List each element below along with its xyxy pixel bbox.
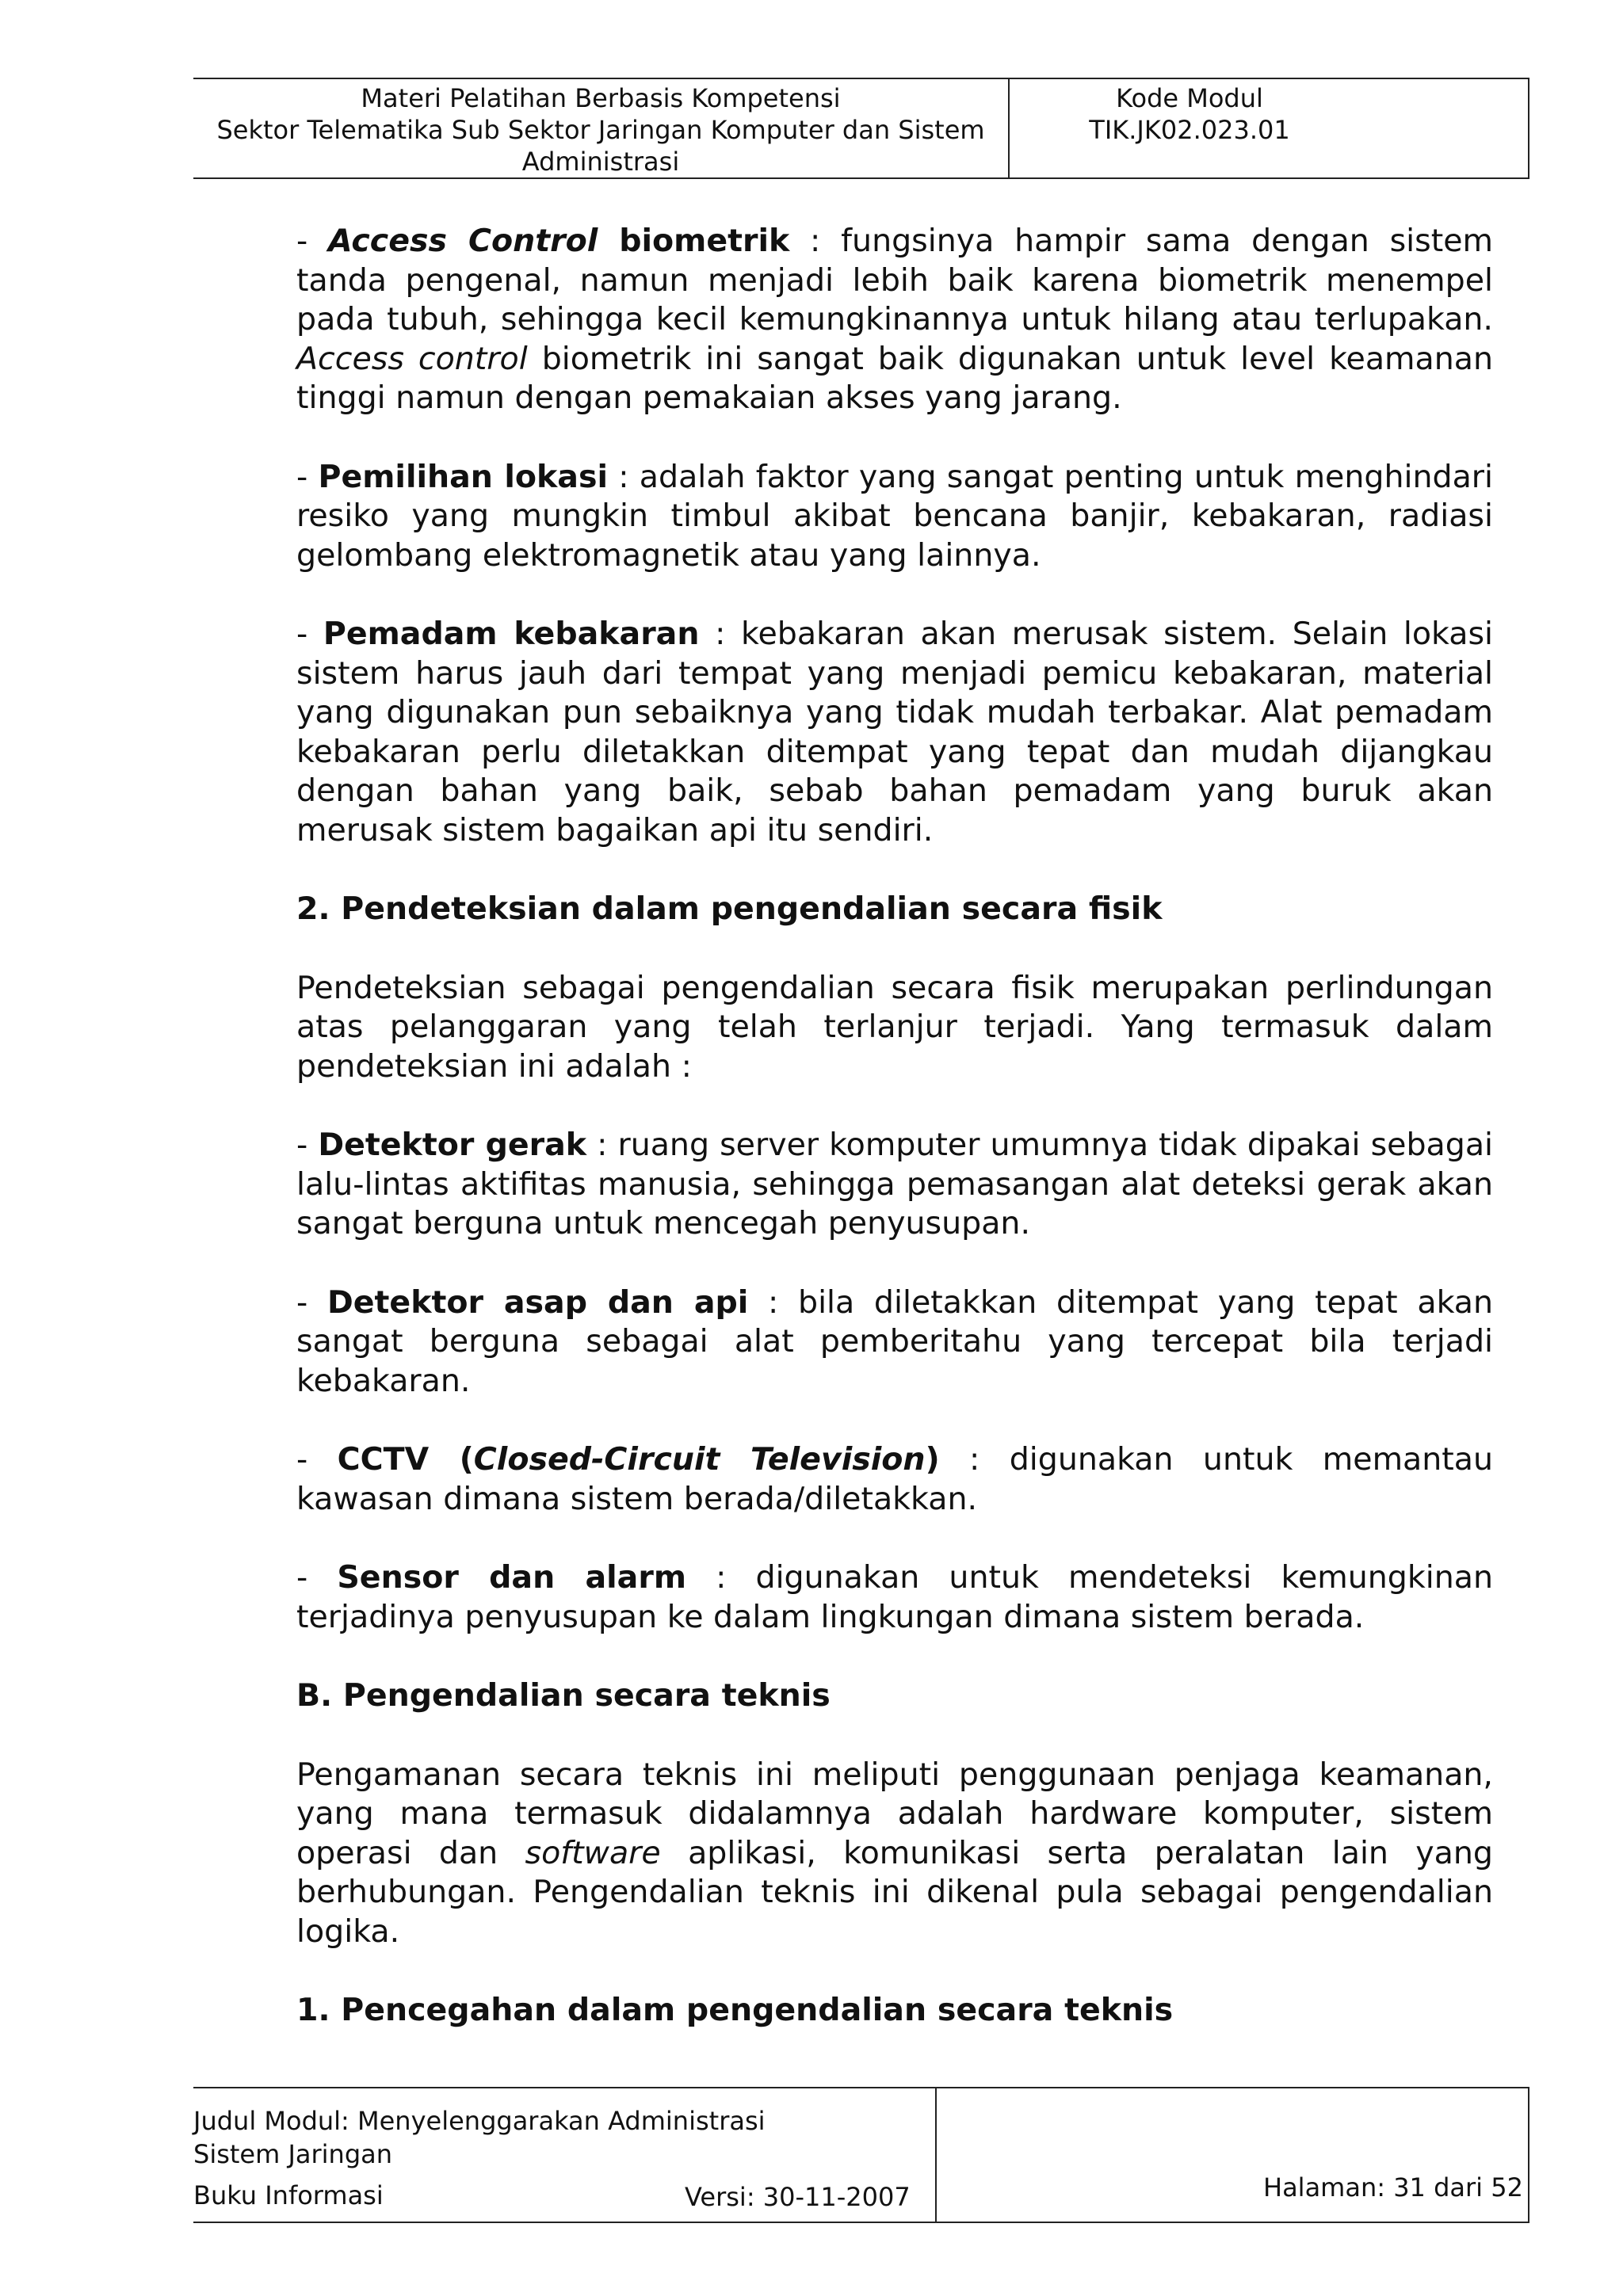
paragraph-pemadam-kebakaran: [296, 615, 1493, 850]
paragraph-detektor-gerak: [296, 1126, 1493, 1244]
footer-left-cell: [193, 2088, 937, 2222]
header-left-line3: Administrasi: [521, 147, 680, 177]
paragraph-text: : fungsinya hampir sama dengan sistem tanda pengenal, namun menjadi lebih baik karena biometrik menempel pada tubuh, sehingga kecil kemungkinannya untuk hilang atau terlupakan.: [296, 223, 1493, 338]
bullet-dash: -: [296, 223, 329, 259]
term-detektor-gerak: Detektor gerak: [318, 1127, 587, 1163]
page-header: [193, 78, 1529, 179]
term-detektor-asap: Detektor asap dan api: [327, 1283, 749, 1321]
paragraph-text: : adalah faktor yang sangat penting untuk menghindari resiko yang mungkin timbul akibat bencana banjir, kebakaran, radiasi gelombang elektromagnetik atau yang lainnya.: [296, 458, 1493, 574]
term-cctv-close: ): [925, 1441, 940, 1478]
bullet-dash: -: [296, 458, 319, 495]
header-left-cell: [193, 79, 1010, 177]
page-content: [296, 222, 1493, 2031]
bullet-dash: -: [296, 1441, 338, 1478]
bullet-dash: -: [296, 616, 323, 652]
paragraph-text: biometrik ini sangat baik digunakan untuk level keamanan tinggi namun dengan pemakaian akses yang jarang.: [296, 340, 1494, 416]
paragraph-text: : digunakan untuk mendeteksi kemungkinan terjadinya penyusupan ke dalam lingkungan dimana sistem berada.: [296, 1559, 1493, 1635]
section-heading-pendeteksian: 2. Pendeteksian dalam pengendalian secara fisik: [296, 891, 1163, 927]
paragraph-text: : digunakan untuk memantau kawasan dimana sistem berada/diletakkan.: [296, 1441, 1494, 1517]
bullet-dash: -: [296, 1559, 338, 1596]
paragraph-pendeteksian-intro: Pendeteksian sebagai pengendalian secara fisik merupakan perlindungan atas pelanggaran yang telah terlanjur terjadi. Yang termasuk dalam pendeteksian ini adalah :: [296, 969, 1493, 1085]
header-right-cell: [1010, 79, 1528, 177]
term-sensor-alarm: Sensor dan alarm: [337, 1559, 686, 1596]
paragraph-access-control: [296, 222, 1493, 418]
footer-versi: Versi: 30-11-2007: [685, 2182, 911, 2212]
term-closed-circuit: Closed-Circuit Television: [473, 1441, 926, 1478]
bullet-dash: -: [296, 1283, 327, 1321]
italic-access-control: Access control: [296, 340, 528, 377]
header-kode-value: TIK.JK02.023.01: [1089, 115, 1290, 145]
paragraph-pemilihan-lokasi: [296, 458, 1493, 576]
paragraph-pengamanan-teknis: [296, 1756, 1493, 1952]
paragraph-text: : kebakaran akan merusak sistem. Selain lokasi sistem harus jauh dari tempat yang menjadi pemicu kebakaran, material yang digunakan pun sebaiknya yang tidak mudah terbakar. Alat pemadam kebakaran perlu diletakkan ditempat yang tepat dan mudah dijangkau dengan bahan yang baik, sebab bahan pemadam yang buruk akan merusak sistem bagaikan api itu sendiri.: [296, 616, 1493, 849]
paragraph-text: Pengamanan secara teknis ini meliputi penggunaan penjaga keamanan, yang mana termasuk didalamnya adalah hardware komputer, sistem operasi dan: [296, 1756, 1493, 1871]
footer-module-title: Judul Modul: Menyelenggarakan Administrasi Sistem Jaringan: [193, 2106, 766, 2169]
header-kode-label: Kode Modul: [1116, 83, 1263, 113]
footer-halaman: Halaman: 31 dari 52: [1263, 2172, 1523, 2203]
paragraph-sensor-alarm: [296, 1558, 1493, 1637]
term-access-control: Access Control: [328, 223, 598, 259]
term-biometrik: biometrik: [598, 223, 790, 259]
header-left-line2: Sektor Telematika Sub Sektor Jaringan Komputer dan Sistem: [216, 115, 985, 145]
paragraph-cctv: [296, 1440, 1493, 1519]
italic-software: software: [525, 1834, 661, 1871]
term-pemadam-kebakaran: Pemadam kebakaran: [323, 616, 700, 652]
section-heading-pencegahan: 1. Pencegahan dalam pengendalian secara teknis: [296, 1992, 1174, 2028]
footer-buku-informasi: Buku Informasi: [193, 2180, 384, 2210]
page-footer: [193, 2087, 1529, 2223]
bullet-dash: -: [296, 1127, 319, 1163]
paragraph-text: aplikasi, komunikasi serta peralatan lain yang berhubungan. Pengendalian teknis ini dikenal pula sebagai pengendalian logika.: [296, 1834, 1493, 1950]
paragraph-text: : bila diletakkan ditempat yang tepat akan sangat berguna sebagai alat pemberitahu yang tercepat bila terjadi kebakaran.: [296, 1283, 1494, 1399]
section-heading-teknis: B. Pengendalian secara teknis: [296, 1677, 831, 1714]
paragraph-detektor-asap: [296, 1283, 1493, 1402]
term-pemilihan-lokasi: Pemilihan lokasi: [318, 458, 609, 495]
paragraph-text: : ruang server komputer umumnya tidak dipakai sebagai lalu-lintas aktifitas manusia, sehingga pemasangan alat deteksi gerak akan sangat berguna untuk mencegah penyusupan.: [296, 1127, 1493, 1241]
header-left-line1: Materi Pelatihan Berbasis Kompetensi: [361, 83, 841, 113]
term-cctv: CCTV (: [337, 1441, 474, 1478]
